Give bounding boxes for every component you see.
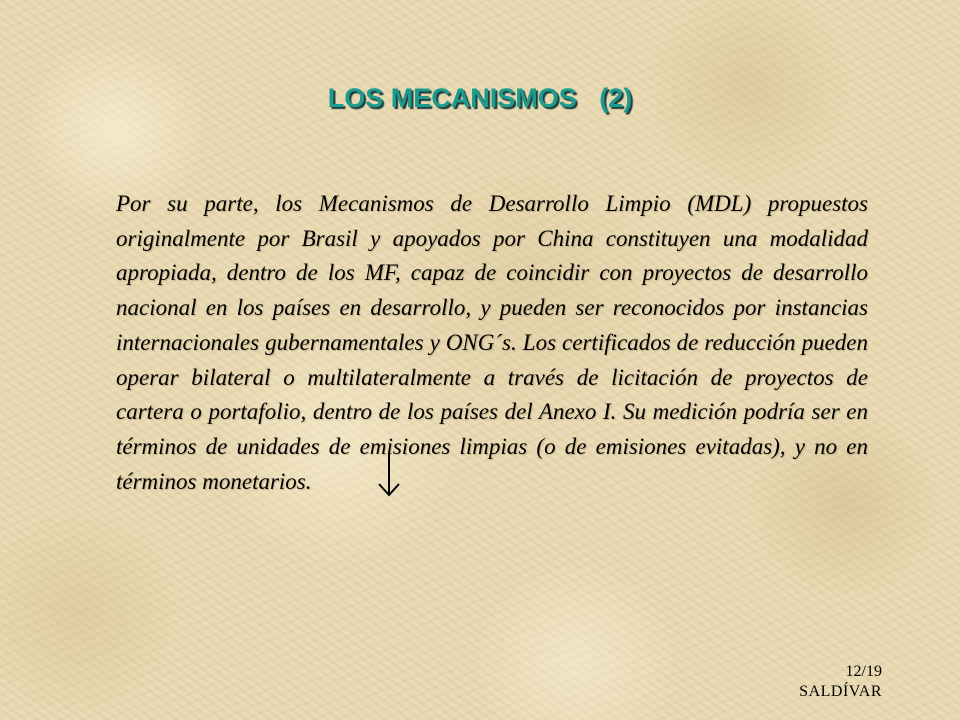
author-name: SALDÍVAR: [799, 683, 882, 700]
page-number: 12/19: [845, 663, 882, 680]
slide-title: LOS MECANISMOS (2): [327, 83, 633, 113]
slide-footer: [799, 662, 882, 702]
slide-body-text: Por su parte, los Mecanismos de Desarrollo Limpio (MDL) propuestos originalmente por Brasil y apoyados por China constituyen una modalidad apropiada, dentro de los MF, capaz de coincidir con proyectos de desarrollo nacional en los países en desarrollo, y pueden ser reconocidos por instancias internacionales gubernamentales y ONG´s. Los certificados de reducción pueden operar bilateral o multilateralmente a través de licitación de proyectos de cartera o portafolio, dentro de los países del Anexo I. Su medición podría ser en términos de unidades de emisiones limpias (o de emisiones evitadas), y no en términos monetarios.: [116, 191, 868, 494]
down-arrow-cursor-icon: [374, 450, 404, 500]
